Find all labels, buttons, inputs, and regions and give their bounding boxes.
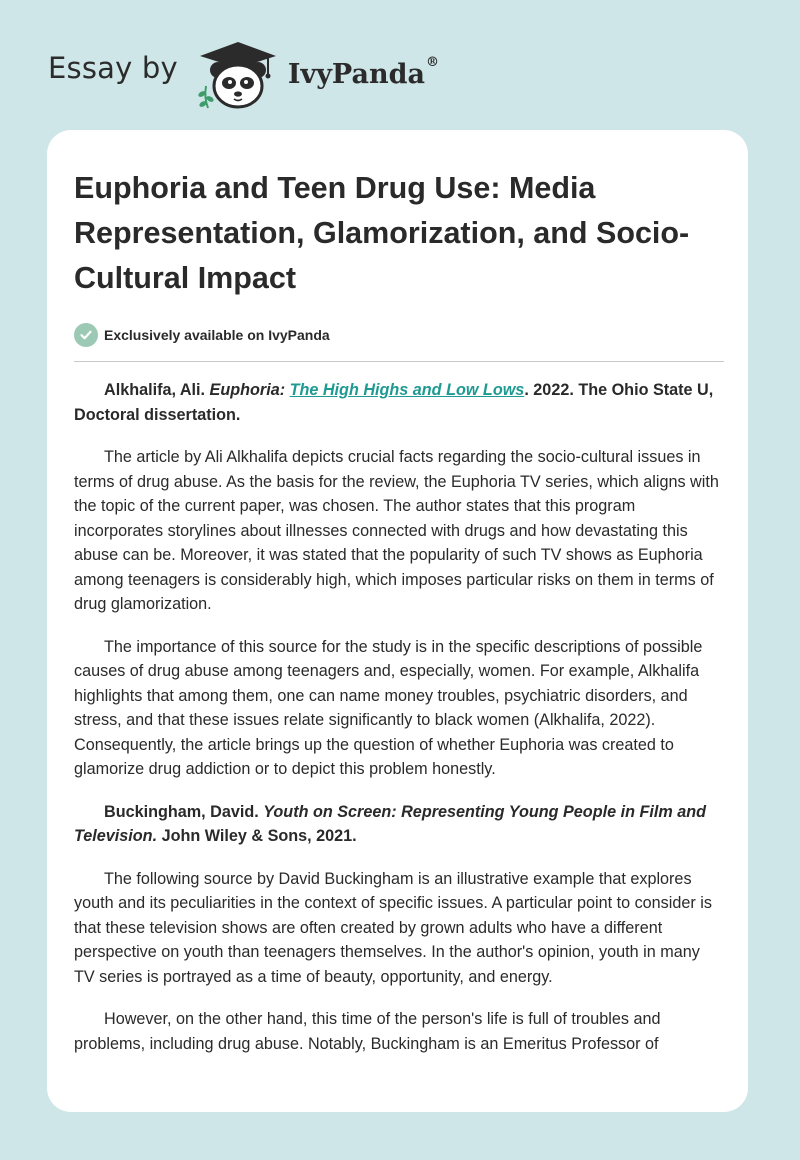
paragraph-3: The following source by David Buckingham is an illustrative example that explores youth and its peculiarities in the context of specific issues. A particular point to consider is that these television shows are often created by grown adults who have a different perspective on youth than teenagers themselves. In the author's opinion, youth in many TV series is portrayed as a time of beauty, opportunity, and energy. (74, 869, 712, 986)
essay-body (74, 378, 724, 1056)
reference-alkhalifa: Alkhalifa, Ali. Euphoria: The High Highs and Low Lows. 2022. The Ohio State U, Doctoral dissertation. (74, 381, 714, 424)
page-title: Euphoria and Teen Drug Use: Media Representation, Glamorization, and Socio-Cultural Impact (74, 171, 690, 295)
paragraph-2: The importance of this source for the study is in the specific descriptions of possible causes of drug abuse among teenagers and, especially, women. For example, Alkhalifa highlights that among them, one can name money troubles, psychiatric disorders, and stress, and that these issues relate significantly to black women (Alkhalifa, 2022). Consequently, the article brings up the question of whether Euphoria was created to glamorize drug addiction or to depict this problem honestly. (74, 637, 703, 778)
reference-link[interactable]: The High Highs and Low Lows (289, 381, 525, 399)
essay-by-label: Essay by (48, 51, 178, 85)
check-badge-icon (74, 323, 98, 347)
site-header (48, 34, 439, 114)
reference-buckingham: Buckingham, David. Youth on Screen: Representing Young People in Film and Television. John Wiley & Sons, 2021. (74, 802, 707, 845)
essay-card (47, 130, 748, 1112)
exclusive-notice (74, 321, 724, 349)
essay-content (74, 166, 724, 1074)
divider (74, 361, 724, 362)
registered-mark: ® (425, 54, 439, 70)
brand-name[interactable]: IvyPanda® (287, 54, 439, 90)
paragraph-1: The article by Ali Alkhalifa depicts crucial facts regarding the socio-cultural issues in terms of drug abuse. As the basis for the review, the Euphoria TV series, which aligns with the topic of the current paper, was chosen. The author states that this program incorporates storylines about illnesses connected with drugs and how devastating this abuse can be. Moreover, it was stated that the popularity of such TV shows as Euphoria among teenagers is considerably high, which imposes particular risks on them in terms of drug glamorization. (74, 448, 719, 613)
exclusive-label: Exclusively available on IvyPanda (104, 327, 330, 343)
panda-logo-icon[interactable] (192, 36, 284, 112)
paragraph-4: However, on the other hand, this time of the person's life is full of troubles and problems, including drug abuse. Notably, Buckingham is an Emeritus Professor of (74, 1010, 661, 1053)
